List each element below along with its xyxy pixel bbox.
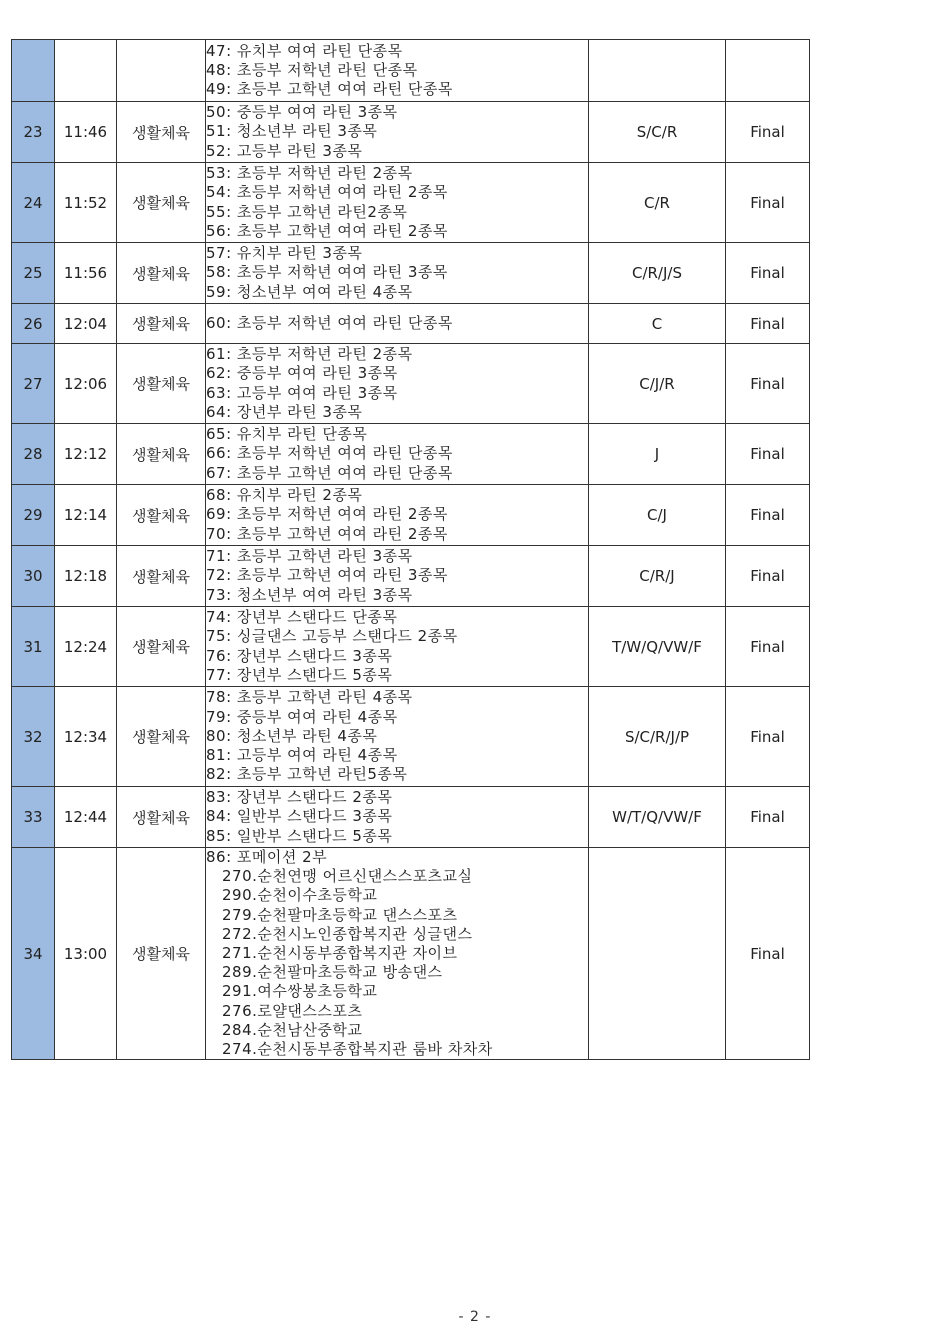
dance-cell <box>589 40 726 102</box>
event-item: 59: 청소년부 여여 라틴 4종목 <box>206 282 413 301</box>
team-entry: 270.순천연맹 어르신댄스스포츠교실 <box>222 867 473 886</box>
event-item: 86: 포메이션 2부 <box>206 848 328 866</box>
round-cell: Final <box>726 344 810 424</box>
round-cell: Final <box>726 243 810 304</box>
time-cell: 12:12 <box>55 424 117 485</box>
event-item: 63: 고등부 여여 라틴 3종목 <box>206 383 398 402</box>
schedule-body <box>12 40 810 1060</box>
event-item: 47: 유치부 여여 라틴 단종목 <box>206 41 403 60</box>
round-cell: Final <box>726 687 810 787</box>
events-cell <box>206 485 589 546</box>
table-row <box>12 102 810 163</box>
table-row <box>12 607 810 687</box>
round-cell: Final <box>726 102 810 163</box>
heat-number-cell: 27 <box>12 344 55 424</box>
table-row <box>12 40 810 102</box>
events-cell <box>206 304 589 344</box>
dance-cell: S/C/R/J/P <box>589 687 726 787</box>
heat-number-cell: 30 <box>12 546 55 607</box>
table-row <box>12 424 810 485</box>
dance-cell: C/R <box>589 163 726 243</box>
heat-number-cell <box>12 40 55 102</box>
time-cell: 13:00 <box>55 848 117 1060</box>
table-row <box>12 243 810 304</box>
category-cell <box>117 40 206 102</box>
heat-number-cell: 26 <box>12 304 55 344</box>
time-cell: 11:56 <box>55 243 117 304</box>
event-item: 74: 장년부 스탠다드 단종목 <box>206 608 398 627</box>
time-cell: 12:06 <box>55 344 117 424</box>
time-cell: 12:44 <box>55 787 117 848</box>
dance-cell: C/R/J/S <box>589 243 726 304</box>
events-cell <box>206 163 589 243</box>
time-cell: 12:34 <box>55 687 117 787</box>
category-cell: 생활체육 <box>117 102 206 163</box>
event-item: 54: 초등부 저학년 여여 라틴 2종목 <box>206 183 448 202</box>
schedule-table <box>11 39 810 1060</box>
time-cell: 11:46 <box>55 102 117 163</box>
event-item: 65: 유치부 라틴 단종목 <box>206 425 368 444</box>
events-cell <box>206 787 589 848</box>
time-cell: 12:04 <box>55 304 117 344</box>
category-cell: 생활체육 <box>117 787 206 848</box>
event-item: 60: 초등부 저학년 여여 라틴 단종목 <box>206 313 453 332</box>
category-cell: 생활체육 <box>117 687 206 787</box>
event-item: 85: 일반부 스탠다드 5종목 <box>206 826 393 845</box>
category-cell: 생활체육 <box>117 485 206 546</box>
team-entry: 284.순천남산중학교 <box>222 1020 363 1039</box>
category-cell: 생활체육 <box>117 848 206 1060</box>
time-cell: 12:24 <box>55 607 117 687</box>
event-item: 64: 장년부 라틴 3종목 <box>206 402 363 421</box>
event-item: 84: 일반부 스탠다드 3종목 <box>206 807 393 826</box>
event-item: 55: 초등부 고학년 라틴2종목 <box>206 202 408 221</box>
heat-number-cell: 29 <box>12 485 55 546</box>
round-cell: Final <box>726 485 810 546</box>
heat-number-cell: 32 <box>12 687 55 787</box>
team-entry: 271.순천시동부종합복지관 자이브 <box>222 944 458 963</box>
round-cell <box>726 40 810 102</box>
dance-cell <box>589 848 726 1060</box>
category-cell: 생활체육 <box>117 424 206 485</box>
events-cell <box>206 848 589 1060</box>
team-entry: 291.여수쌍봉초등학교 <box>222 982 378 1001</box>
category-cell: 생활체육 <box>117 344 206 424</box>
time-cell <box>55 40 117 102</box>
time-cell: 12:18 <box>55 546 117 607</box>
event-item: 51: 청소년부 라틴 3종목 <box>206 122 378 141</box>
table-row <box>12 163 810 243</box>
event-item: 78: 초등부 고학년 라틴 4종목 <box>206 688 413 707</box>
table-row <box>12 787 810 848</box>
events-cell <box>206 546 589 607</box>
event-item: 49: 초등부 고학년 여여 라틴 단종목 <box>206 80 453 99</box>
table-row <box>12 485 810 546</box>
event-item: 68: 유치부 라틴 2종목 <box>206 486 363 505</box>
event-item: 56: 초등부 고학년 여여 라틴 2종목 <box>206 221 448 240</box>
event-item: 69: 초등부 저학년 여여 라틴 2종목 <box>206 505 448 524</box>
event-item: 73: 청소년부 여여 라틴 3종목 <box>206 585 413 604</box>
table-row <box>12 546 810 607</box>
dance-cell: C/R/J <box>589 546 726 607</box>
heat-number-cell: 31 <box>12 607 55 687</box>
event-item: 67: 초등부 고학년 여여 라틴 단종목 <box>206 463 453 482</box>
category-cell: 생활체육 <box>117 243 206 304</box>
heat-number-cell: 33 <box>12 787 55 848</box>
event-item: 53: 초등부 저학년 라틴 2종목 <box>206 164 413 183</box>
category-cell: 생활체육 <box>117 546 206 607</box>
dance-cell: C/J/R <box>589 344 726 424</box>
event-item: 77: 장년부 스탠다드 5종목 <box>206 665 393 684</box>
heat-number-cell: 34 <box>12 848 55 1060</box>
event-item: 83: 장년부 스탠다드 2종목 <box>206 788 393 807</box>
page-number: - 2 - <box>458 1309 492 1325</box>
round-cell: Final <box>726 787 810 848</box>
events-cell <box>206 424 589 485</box>
event-item: 75: 싱글댄스 고등부 스탠다드 2종목 <box>206 627 458 646</box>
event-item: 58: 초등부 저학년 여여 라틴 3종목 <box>206 263 448 282</box>
dance-cell: C/J <box>589 485 726 546</box>
event-item: 82: 초등부 고학년 라틴5종목 <box>206 765 408 784</box>
heat-number-cell: 25 <box>12 243 55 304</box>
team-entry: 279.순천팔마초등학교 댄스스포츠 <box>222 905 458 924</box>
event-item: 50: 중등부 여여 라틴 3종목 <box>206 103 398 122</box>
team-entry: 276.로얄댄스스포츠 <box>222 1001 363 1020</box>
table-row <box>12 848 810 1060</box>
dance-cell: T/W/Q/VW/F <box>589 607 726 687</box>
events-cell <box>206 344 589 424</box>
event-item: 48: 초등부 저학년 라틴 단종목 <box>206 60 418 79</box>
event-item: 71: 초등부 고학년 라틴 3종목 <box>206 547 413 566</box>
team-entry: 272.순천시노인종합복지관 싱글댄스 <box>222 924 473 943</box>
dance-cell: J <box>589 424 726 485</box>
heat-number-cell: 24 <box>12 163 55 243</box>
team-entry: 289.순천팔마초등학교 방송댄스 <box>222 963 443 982</box>
team-entry: 274.순천시동부종합복지관 룸바 차차차 <box>222 1040 493 1059</box>
round-cell: Final <box>726 607 810 687</box>
table-row <box>12 344 810 424</box>
time-cell: 11:52 <box>55 163 117 243</box>
category-cell: 생활체육 <box>117 304 206 344</box>
round-cell: Final <box>726 546 810 607</box>
event-item: 61: 초등부 저학년 라틴 2종목 <box>206 345 413 364</box>
events-cell <box>206 687 589 787</box>
dance-cell: W/T/Q/VW/F <box>589 787 726 848</box>
event-item: 72: 초등부 고학년 여여 라틴 3종목 <box>206 566 448 585</box>
event-item: 57: 유치부 라틴 3종목 <box>206 244 363 263</box>
events-cell <box>206 40 589 102</box>
table-row <box>12 687 810 787</box>
round-cell: Final <box>726 163 810 243</box>
category-cell: 생활체육 <box>117 607 206 687</box>
event-item: 81: 고등부 여여 라틴 4종목 <box>206 746 398 765</box>
dance-cell: S/C/R <box>589 102 726 163</box>
events-cell <box>206 243 589 304</box>
event-item: 66: 초등부 저학년 여여 라틴 단종목 <box>206 444 453 463</box>
dance-cell: C <box>589 304 726 344</box>
event-item: 76: 장년부 스탠다드 3종목 <box>206 646 393 665</box>
round-cell: Final <box>726 424 810 485</box>
round-cell: Final <box>726 304 810 344</box>
event-item: 70: 초등부 고학년 여여 라틴 2종목 <box>206 524 448 543</box>
event-item: 79: 중등부 여여 라틴 4종목 <box>206 707 398 726</box>
heat-number-cell: 28 <box>12 424 55 485</box>
event-item: 80: 청소년부 라틴 4종목 <box>206 726 378 745</box>
team-entry: 290.순천이수초등학교 <box>222 886 378 905</box>
events-cell <box>206 607 589 687</box>
round-cell: Final <box>726 848 810 1060</box>
event-item: 62: 중등부 여여 라틴 3종목 <box>206 364 398 383</box>
event-item: 52: 고등부 라틴 3종목 <box>206 141 363 160</box>
events-cell <box>206 102 589 163</box>
table-row <box>12 304 810 344</box>
heat-number-cell: 23 <box>12 102 55 163</box>
time-cell: 12:14 <box>55 485 117 546</box>
category-cell: 생활체육 <box>117 163 206 243</box>
